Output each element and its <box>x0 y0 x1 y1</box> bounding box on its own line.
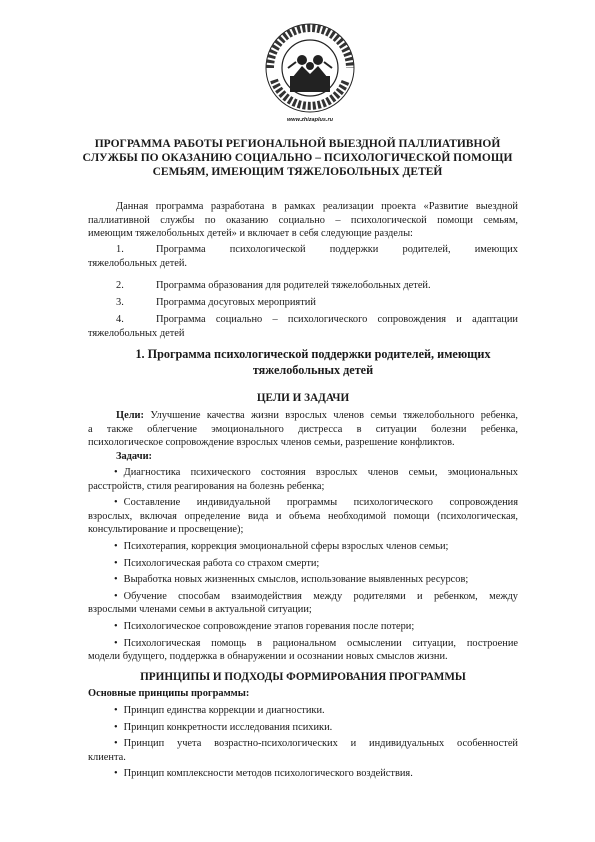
organization-logo <box>262 18 358 128</box>
bullet-icon: • <box>114 620 118 632</box>
list-item <box>88 313 518 340</box>
bullet-icon: • <box>114 540 118 552</box>
tasks-label: Задачи: <box>116 451 153 462</box>
title-line: СЕМЬЯМ, ИМЕЮЩИМ ТЯЖЕЛОБОЛЬНЫХ ДЕТЕЙ <box>152 166 443 178</box>
intro-line: паллиативной службы по оказанию социально – психологической помощи семьям, <box>88 214 518 226</box>
task-text: Психологическая помощь в рациональном осмыслении ситуации, построение <box>123 637 518 649</box>
principle-text: Принцип комплексности методов психологического воздействия. <box>123 768 413 780</box>
title-line: ПРОГРАММА РАБОТЫ РЕГИОНАЛЬНОЙ ВЫЕЗДНОЙ ПАЛЛИАТИВНОЙ <box>94 138 501 150</box>
bullet-icon: • <box>114 738 118 750</box>
goals-line: а также облегчение эмоционального дистресса в ситуации болезни ребенка, <box>88 423 518 435</box>
goals-line: Улучшение качества жизни взрослых членов семьи тяжелобольного ребенка, <box>143 410 518 421</box>
goals-paragraph <box>88 409 518 450</box>
task-text: Обучение способам взаимодействия между родителями и ребенком, между <box>123 590 518 602</box>
bullet-icon: • <box>114 467 118 478</box>
list-number: 3. <box>116 297 124 308</box>
list-item <box>88 737 518 764</box>
task-text: модели будущего, поддержка в обнаружении и осознании новых смыслов жизни. <box>88 651 448 663</box>
task-text: Психологическое сопровождение этапов горевания после потери; <box>123 620 415 632</box>
intro-paragraph <box>88 200 518 241</box>
list-number: 4. <box>116 314 124 325</box>
goals-line: психологическое сопровождение взрослых членов семьи, разрешение конфликтов. <box>88 437 455 449</box>
list-item <box>88 279 518 293</box>
principle-text: клиента. <box>88 751 126 763</box>
bullet-icon: • <box>114 721 118 733</box>
bullet-icon: • <box>114 574 118 586</box>
list-item <box>88 540 518 554</box>
list-item <box>88 573 518 587</box>
principle-text: Принцип единства коррекции и диагностики. <box>123 705 325 716</box>
list-item <box>88 590 518 617</box>
principle-text: Принцип конкретности исследования психики. <box>123 721 333 733</box>
intro-line: имеющим тяжелобольных детей» и включает в себя следующие разделы: <box>88 228 413 240</box>
bullet-icon: • <box>114 637 118 649</box>
task-text: Психотерапия, коррекция эмоциональной сферы взрослых членов семьи; <box>123 540 449 552</box>
section-heading-line: 1. Программа психологической поддержки родителей, имеющих <box>135 347 491 361</box>
list-number: 1. <box>116 244 124 255</box>
task-text: расстройств, стиля реагирования на болезнь ребенка; <box>88 480 325 492</box>
list-item <box>88 721 518 735</box>
list-text: Программа социально – психологического сопровождения и адаптации <box>156 314 518 325</box>
logo-emblem-icon <box>262 18 358 118</box>
bullet-icon: • <box>114 590 118 602</box>
list-item <box>88 637 518 664</box>
goals-label: Цели: <box>116 410 144 421</box>
intro-line: Данная программа разработана в рамках реализации проекта «Развитие выездной <box>116 201 518 212</box>
document-title <box>70 137 525 179</box>
bullet-icon: • <box>114 557 118 569</box>
goals-heading: ЦЕЛИ И ЗАДАЧИ <box>256 392 350 404</box>
list-item <box>88 767 518 781</box>
section-heading-line: тяжелобольных детей <box>252 363 374 377</box>
task-text: Выработка новых жизненных смыслов, использование выявленных ресурсов; <box>123 574 469 586</box>
list-item <box>88 466 518 493</box>
bullet-icon: • <box>114 497 118 509</box>
principles-label: Основные принципы программы: <box>88 688 250 699</box>
logo-url-text: www.zhizaplus.ru <box>287 117 333 123</box>
title-line: СЛУЖБЫ ПО ОКАЗАНИЮ СОЦИАЛЬНО – ПСИХОЛОГИЧЕСКОЙ ПОМОЩИ <box>82 152 513 164</box>
list-text: тяжелобольных детей. <box>88 257 188 269</box>
list-text: тяжелобольных детей <box>88 327 185 339</box>
list-item <box>88 243 518 270</box>
task-text: Диагностика психического состояния взрослых членов семьи, эмоциональных <box>123 467 518 478</box>
list-item <box>88 496 518 537</box>
task-text: взрослых, включая определение вида и объема необходимой помощи (психологическая, <box>88 510 518 522</box>
task-text: консультирование и просвещение); <box>88 524 244 536</box>
task-text: Психологическая работа со страхом смерти; <box>123 557 320 569</box>
list-item <box>88 704 518 718</box>
principle-text: Принцип учета возрастно-психологических и индивидуальных особенностей <box>123 738 518 750</box>
list-text: Программа психологической поддержки родителей, имеющих <box>156 244 518 255</box>
bullet-icon: • <box>114 705 118 716</box>
list-text: Программа образования для родителей тяжелобольных детей. <box>156 280 431 291</box>
list-item <box>88 296 518 310</box>
list-number: 2. <box>116 280 124 291</box>
task-text: взрослыми членами семьи в актуальной ситуации; <box>88 604 312 616</box>
section-heading <box>108 346 518 378</box>
list-item <box>88 620 518 634</box>
principles-heading: ПРИНЦИПЫ И ПОДХОДЫ ФОРМИРОВАНИЯ ПРОГРАММЫ <box>140 671 466 683</box>
tasks-list <box>88 466 518 667</box>
list-text: Программа досуговых мероприятий <box>156 297 316 308</box>
list-item <box>88 557 518 571</box>
task-text: Составление индивидуальной программы психологического сопровождения <box>123 497 518 509</box>
principles-list <box>88 704 518 784</box>
bullet-icon: • <box>114 768 118 780</box>
